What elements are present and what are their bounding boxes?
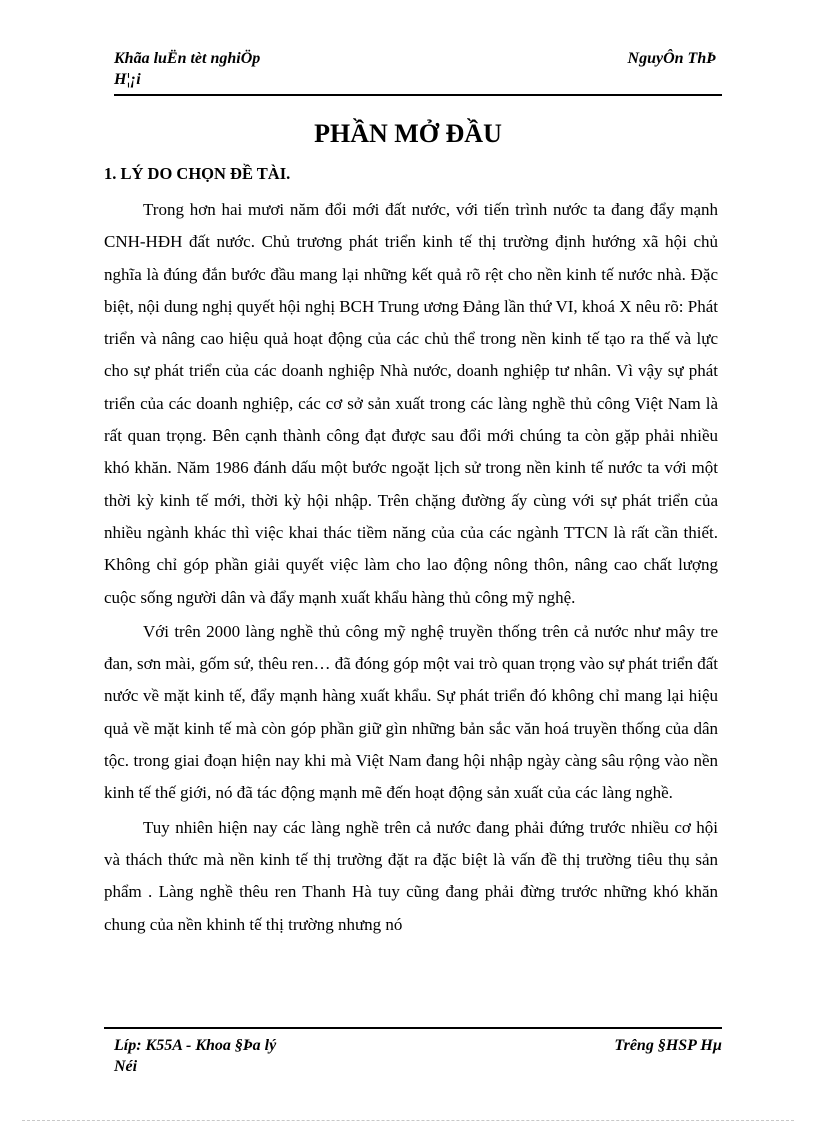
page-header bbox=[114, 48, 722, 94]
section-heading: 1. LÝ DO CHỌN ĐỀ TÀI. bbox=[104, 164, 291, 183]
paragraph-1: Trong hơn hai mươi năm đổi mới đất nước, với tiến trình nước ta đang đẩy mạnh CNH-HĐH đất nước. Chủ trương phát triển kinh tế thị trường định hướng xã hội chủ nghĩa là đúng đắn bước đầu mang lại những kết quả rõ rệt cho nền kinh tế nước nhà. Đặc biệt, nội dung nghị quyết hội nghị BCH Trung ương Đảng lần thứ VI, khoá X nêu rõ: Phát triển và nâng cao hiệu quả hoạt động của các chủ thể trong nền kinh tế tạo ra thế và lực cho sự phát triển của các doanh nghiệp Nhà nước, doanh nghiệp tư nhân. Vì vậy sự phát triển của các doanh nghiệp, các cơ sở sản xuất trong các làng nghề thủ công Việt Nam là rất quan trọng. Bên cạnh thành công đạt được sau đổi mới chúng ta còn gặp phải nhiều khó khăn. Năm 1986 đánh dấu một bước ngoặt lịch sử trong nền kinh tế nước ta với một thời kỳ kinh tế mới, thời kỳ hội nhập. Trên chặng đường ấy cùng với sự phát triển của nhiều ngành khác thì việc khai thác tiềm năng của của các ngành TTCN là rất cần thiết. Không chỉ góp phần giải quyết việc làm cho lao động nông thôn, nâng cao chất lượng cuộc sống người dân và đẩy mạnh xuất khẩu hàng thủ công mỹ nghệ. bbox=[104, 200, 718, 607]
page-edge-divider bbox=[22, 1120, 794, 1121]
header-divider bbox=[114, 94, 722, 96]
footer-left bbox=[114, 1035, 344, 1077]
footer-left-line1: Líp: K55A - Khoa §Þa lý bbox=[114, 1037, 277, 1054]
header-left bbox=[114, 48, 354, 90]
page-title: PHẦN MỞ ĐẦU bbox=[314, 119, 502, 148]
footer-divider bbox=[104, 1027, 722, 1029]
header-left-line1: Khãa luËn tèt nghiÖp bbox=[114, 50, 261, 67]
footer-left-line2: Néi bbox=[114, 1058, 138, 1075]
paragraph-3: Tuy nhiên hiện nay các làng nghề trên cả nước đang phải đứng trước nhiều cơ hội và thách thức mà nền kinh tế thị trường đặt ra đặc biệt là vấn đề thị trường tiêu thụ sản phẩm . Làng nghề thêu ren Thanh Hà tuy cũng đang phải đừng trước những khó khăn chung của nền khinh tế thị trường nhưng nó bbox=[104, 817, 718, 934]
footer-right: Trêng §HSP Hµ bbox=[614, 1037, 722, 1054]
paragraph-2: Với trên 2000 làng nghề thủ công mỹ nghệ truyền thống trên cả nước như mây tre đan, sơn mài, gốm sứ, thêu ren… đã đóng góp một vai trò quan trọng vào sự phát triển đất nước về mặt kinh tế, đẩy mạnh hàng xuất khẩu. Sự phát triển đó không chỉ mang lại hiệu quả về mặt kinh tế mà còn góp phần giữ gìn những bản sắc văn hoá truyền thống của dân tộc. trong giai đoạn hiện nay khi mà Việt Nam đang hội nhập ngày càng sâu rộng vào nền kinh tế thế giới, nó đã tác động mạnh mẽ đến hoạt động sản xuất của các làng nghề. bbox=[104, 621, 718, 803]
header-right: NguyÔn ThÞ bbox=[627, 50, 716, 67]
header-left-line2: H¦¡i bbox=[114, 71, 141, 88]
body-text bbox=[104, 194, 718, 943]
page-footer bbox=[114, 1035, 722, 1079]
